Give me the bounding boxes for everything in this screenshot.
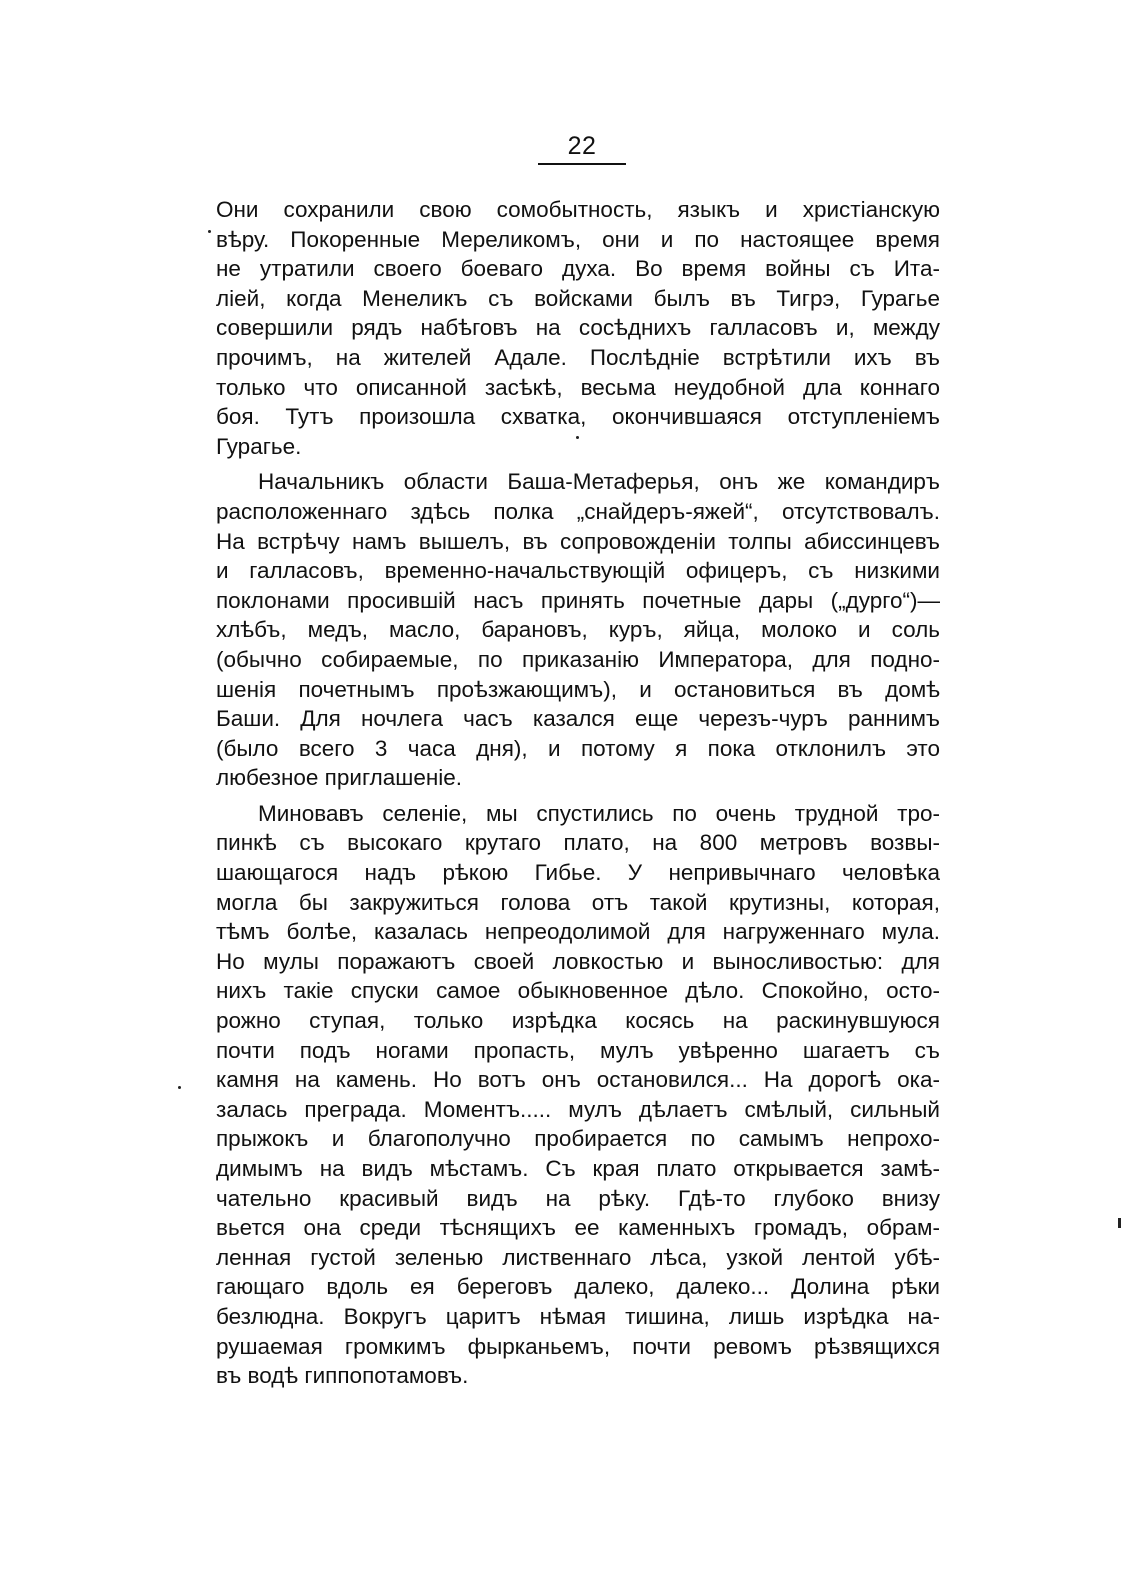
text-line: чательно красивый видъ на рѣку. Гдѣ-то глубоко внизу [216,1185,940,1211]
text-line: Но мулы поражаютъ своей ловкостью и выносливостью: для [216,948,940,974]
text-line: и галласовъ, временно-начальствующій офицеръ, съ низкими [216,558,940,584]
text-line: Гурагье. [216,433,302,459]
text-line: (было всего 3 часа дня), и потому я пока отклонилъ это [216,735,940,761]
text-line: рожно ступая, только изрѣдка косясь на раскинувшуюся [216,1008,940,1034]
text-line: димымъ на видъ мѣстамъ. Съ края плато открывается замѣ- [216,1156,940,1181]
text-line: нихъ такіе спуски самое обыкновенное дѣло. Спокойно, осто- [216,978,940,1004]
text-line: Начальникъ области Баша-Метаферья, онъ же командиръ [258,469,940,495]
paragraph [216,195,940,461]
text-line: Баши. Для ночлега часъ казался еще черезъ-чуръ раннимъ [216,706,940,732]
page-number-rule [538,163,626,165]
text-line: На встрѣчу намъ вышелъ, въ сопровожденіи толпы абиссинцевъ [216,528,940,554]
text-line: расположеннаго здѣсь полка „снайдеръ-яжей“, отсутствовалъ. [216,498,940,524]
text-line: ленная густой зеленью лиственнаго лѣса, узкой лентой убѣ- [216,1244,940,1270]
text-line: вьется она среди тѣснящихъ ее каменныхъ громадъ, обрам- [216,1215,940,1241]
page-number: 22 [567,132,597,160]
text-line: Они сохранили свою сомобытность, языкъ и христіанскую [216,197,940,222]
text-line: любезное приглашеніе. [216,765,463,791]
text-line: въ водѣ гиппопотамовъ. [216,1363,469,1389]
text-line: рушаемая громкимъ фырканьемъ, почти ревомъ рѣзвящихся [216,1333,940,1359]
text-line: только что описанной засѣкѣ, весьма неудобной дла коннаго [216,374,940,400]
text-line: могла бы закружиться голова отъ такой крутизны, которая, [216,889,940,915]
text-line: Миновавъ селеніе, мы спустились по очень трудной тро- [258,800,940,826]
text-line: ліей, когда Менеликъ съ войсками былъ въ Тигрэ, Гурагье [216,285,940,311]
text-line: залась преграда. Моментъ..... мулъ дѣлаетъ смѣлый, сильный [216,1096,940,1122]
text-line: камня на камень. Но вотъ онъ остановился... На дорогѣ ока- [216,1067,940,1093]
scan-speck [576,436,579,439]
paragraph [216,799,940,1391]
text-line: вѣру. Покоренные Мереликомъ, они и по настоящее время [216,226,940,252]
text-line: почти подъ ногами пропасть, мулъ увѣренно шагаетъ съ [216,1037,940,1063]
text-body [216,195,940,1391]
text-line: поклонами просившій насъ принять почетные дары („дурго“)— [216,587,940,613]
text-line: боя. Тутъ произошла схватка, окончившаяся отступленіемъ [216,404,940,430]
text-line: пинкѣ съ высокаго крутаго плато, на 800 метровъ возвы- [216,830,940,856]
text-line: безлюдна. Вокругъ царитъ нѣмая тишина, лишь изрѣдка на- [216,1303,940,1329]
text-line: прочимъ, на жителей Адале. Послѣдніе встрѣтили ихъ въ [216,344,940,370]
text-line: гающаго вдоль ея береговъ далеко, далеко... Долина рѣки [216,1274,940,1300]
text-line: не утратили своего боеваго духа. Во время войны съ Ита- [216,256,940,282]
text-line: (обычно собираемые, по приказанію Императора, для подно- [216,646,940,672]
scan-edge-mark [1118,1218,1121,1228]
text-line: прыжокъ и благополучно пробирается по самымъ непрохо- [216,1126,940,1152]
scan-speck [208,230,211,233]
scan-speck [178,1086,181,1089]
paragraph [216,467,940,793]
text-line: хлѣбъ, медъ, масло, барановъ, куръ, яйца, молоко и соль [216,617,940,643]
text-line: тѣмъ болѣе, казалась непреодолимой для нагруженнаго мула. [216,919,940,945]
text-line: совершили рядъ набѣговъ на сосѣднихъ галласовъ и, между [216,315,940,341]
text-line: шающагося надъ рѣкою Гибье. У непривычнаго человѣка [216,860,940,886]
text-line: шенія почетнымъ проѣзжающимъ), и остановиться въ домѣ [216,676,940,702]
